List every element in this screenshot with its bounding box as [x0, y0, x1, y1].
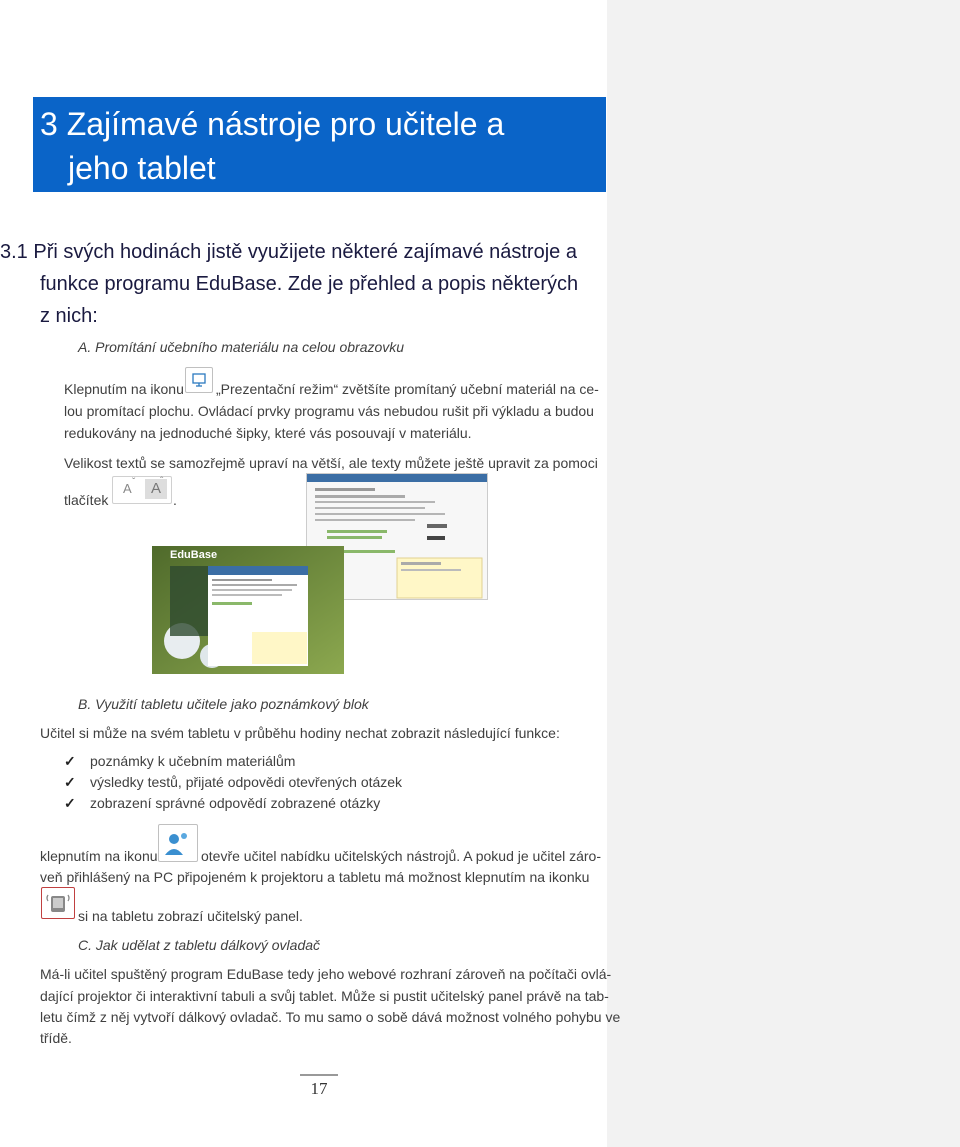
chapter-title-line1: 3 Zajímavé nástroje pro učitele a: [40, 106, 505, 142]
part-a-text1-after: „Prezentační režim“ zvětšíte promítaný učební materiál na ce-: [216, 381, 599, 397]
part-a-text3: redukovány na jednoduché šipky, které vás posouvají v materiálu.: [64, 425, 472, 441]
part-c-line3: letu čímž z něj vytvoří dálkový ovladač. To mu samo o sobě dává možnost volného pohybu ve: [40, 1009, 621, 1025]
teacher-panel-icon[interactable]: [41, 887, 75, 919]
font-decrease-button[interactable]: A: [123, 481, 132, 496]
chevron-down-icon: ˇ: [132, 477, 136, 488]
chapter-title-line2: jeho tablet: [68, 150, 216, 186]
chevron-up-icon: ˆ: [160, 476, 164, 487]
feature-list: [64, 751, 402, 814]
page-number-rule: [300, 1074, 338, 1076]
part-a-text5: tlačítek: [64, 492, 109, 508]
section-heading-line2: funkce programu EduBase. Zde je přehled a popis některých: [40, 273, 579, 295]
list-item-text: výsledky testů, přijaté odpovědi otevřených otázek: [90, 774, 403, 790]
part-b-intro: Učitel si může na svém tabletu v průběhu hodiny nechat zobrazit následující funkce:: [40, 725, 560, 741]
check-icon: ✓: [64, 753, 76, 769]
screenshot-small: [152, 546, 344, 674]
list-item-text: zobrazení správné odpovědí zobrazené otázky: [90, 795, 381, 811]
part-b-text1-before: klepnutím na ikonu: [40, 848, 158, 864]
list-item: [64, 772, 402, 793]
part-c-heading: C. Jak udělat z tabletu dálkový ovladač: [78, 937, 321, 953]
check-icon: ✓: [64, 795, 76, 811]
part-b-text1-after: otevře učitel nabídku učitelských nástrojů. A pokud je učitel záro-: [201, 848, 601, 864]
list-item-text: poznámky k učebním materiálům: [90, 753, 296, 769]
part-c-line1: Má-li učitel spuštěný program EduBase tedy jeho webové rozhraní zároveň na počítači ovlá-: [40, 966, 612, 982]
section-heading: [0, 236, 600, 332]
list-item: [64, 751, 402, 772]
part-a-text1-before: Klepnutím na ikonu: [64, 381, 184, 397]
part-a-text5-end: .: [173, 492, 177, 508]
part-a-text2: lou promítací plochu. Ovládací prvky programu vás nebudou rušit při výkladu a budou: [64, 403, 594, 419]
part-c-line2: dající projektor či interaktivní tabuli a svůj tablet. Může si pustit učitelský panel právě na tab-: [40, 988, 609, 1004]
part-b-heading: B. Využití tabletu učitele jako poznámkový blok: [78, 696, 369, 712]
part-b-text2: veň přihlášený na PC připojeném k projektoru a tabletu má možnost klepnutím na ikonku: [40, 869, 590, 885]
part-b-text3: si na tabletu zobrazí učitelský panel.: [78, 908, 303, 924]
font-increase-button[interactable]: A: [145, 479, 167, 499]
edubase-logo: EduBase: [170, 549, 218, 561]
check-icon: ✓: [64, 774, 76, 790]
list-item: [64, 793, 402, 814]
section-heading-line3: z nich:: [40, 305, 98, 327]
font-size-buttons: [112, 476, 172, 504]
page-number: 17: [310, 1079, 328, 1098]
presentation-mode-icon[interactable]: [185, 367, 213, 393]
comment-margin: [607, 0, 960, 1147]
chapter-title: [40, 102, 560, 190]
part-a-heading: A. Promítání učebního materiálu na celou obrazovku: [78, 339, 405, 355]
teacher-tools-icon[interactable]: [158, 824, 198, 862]
part-c-line4: třídě.: [40, 1030, 72, 1046]
section-heading-line1: 3.1 Při svých hodinách jistě využijete některé zajímavé nástroje a: [0, 241, 577, 263]
part-a-text4: Velikost textů se samozřejmě upraví na větší, ale texty můžete ještě upravit za pomoci: [64, 455, 598, 471]
